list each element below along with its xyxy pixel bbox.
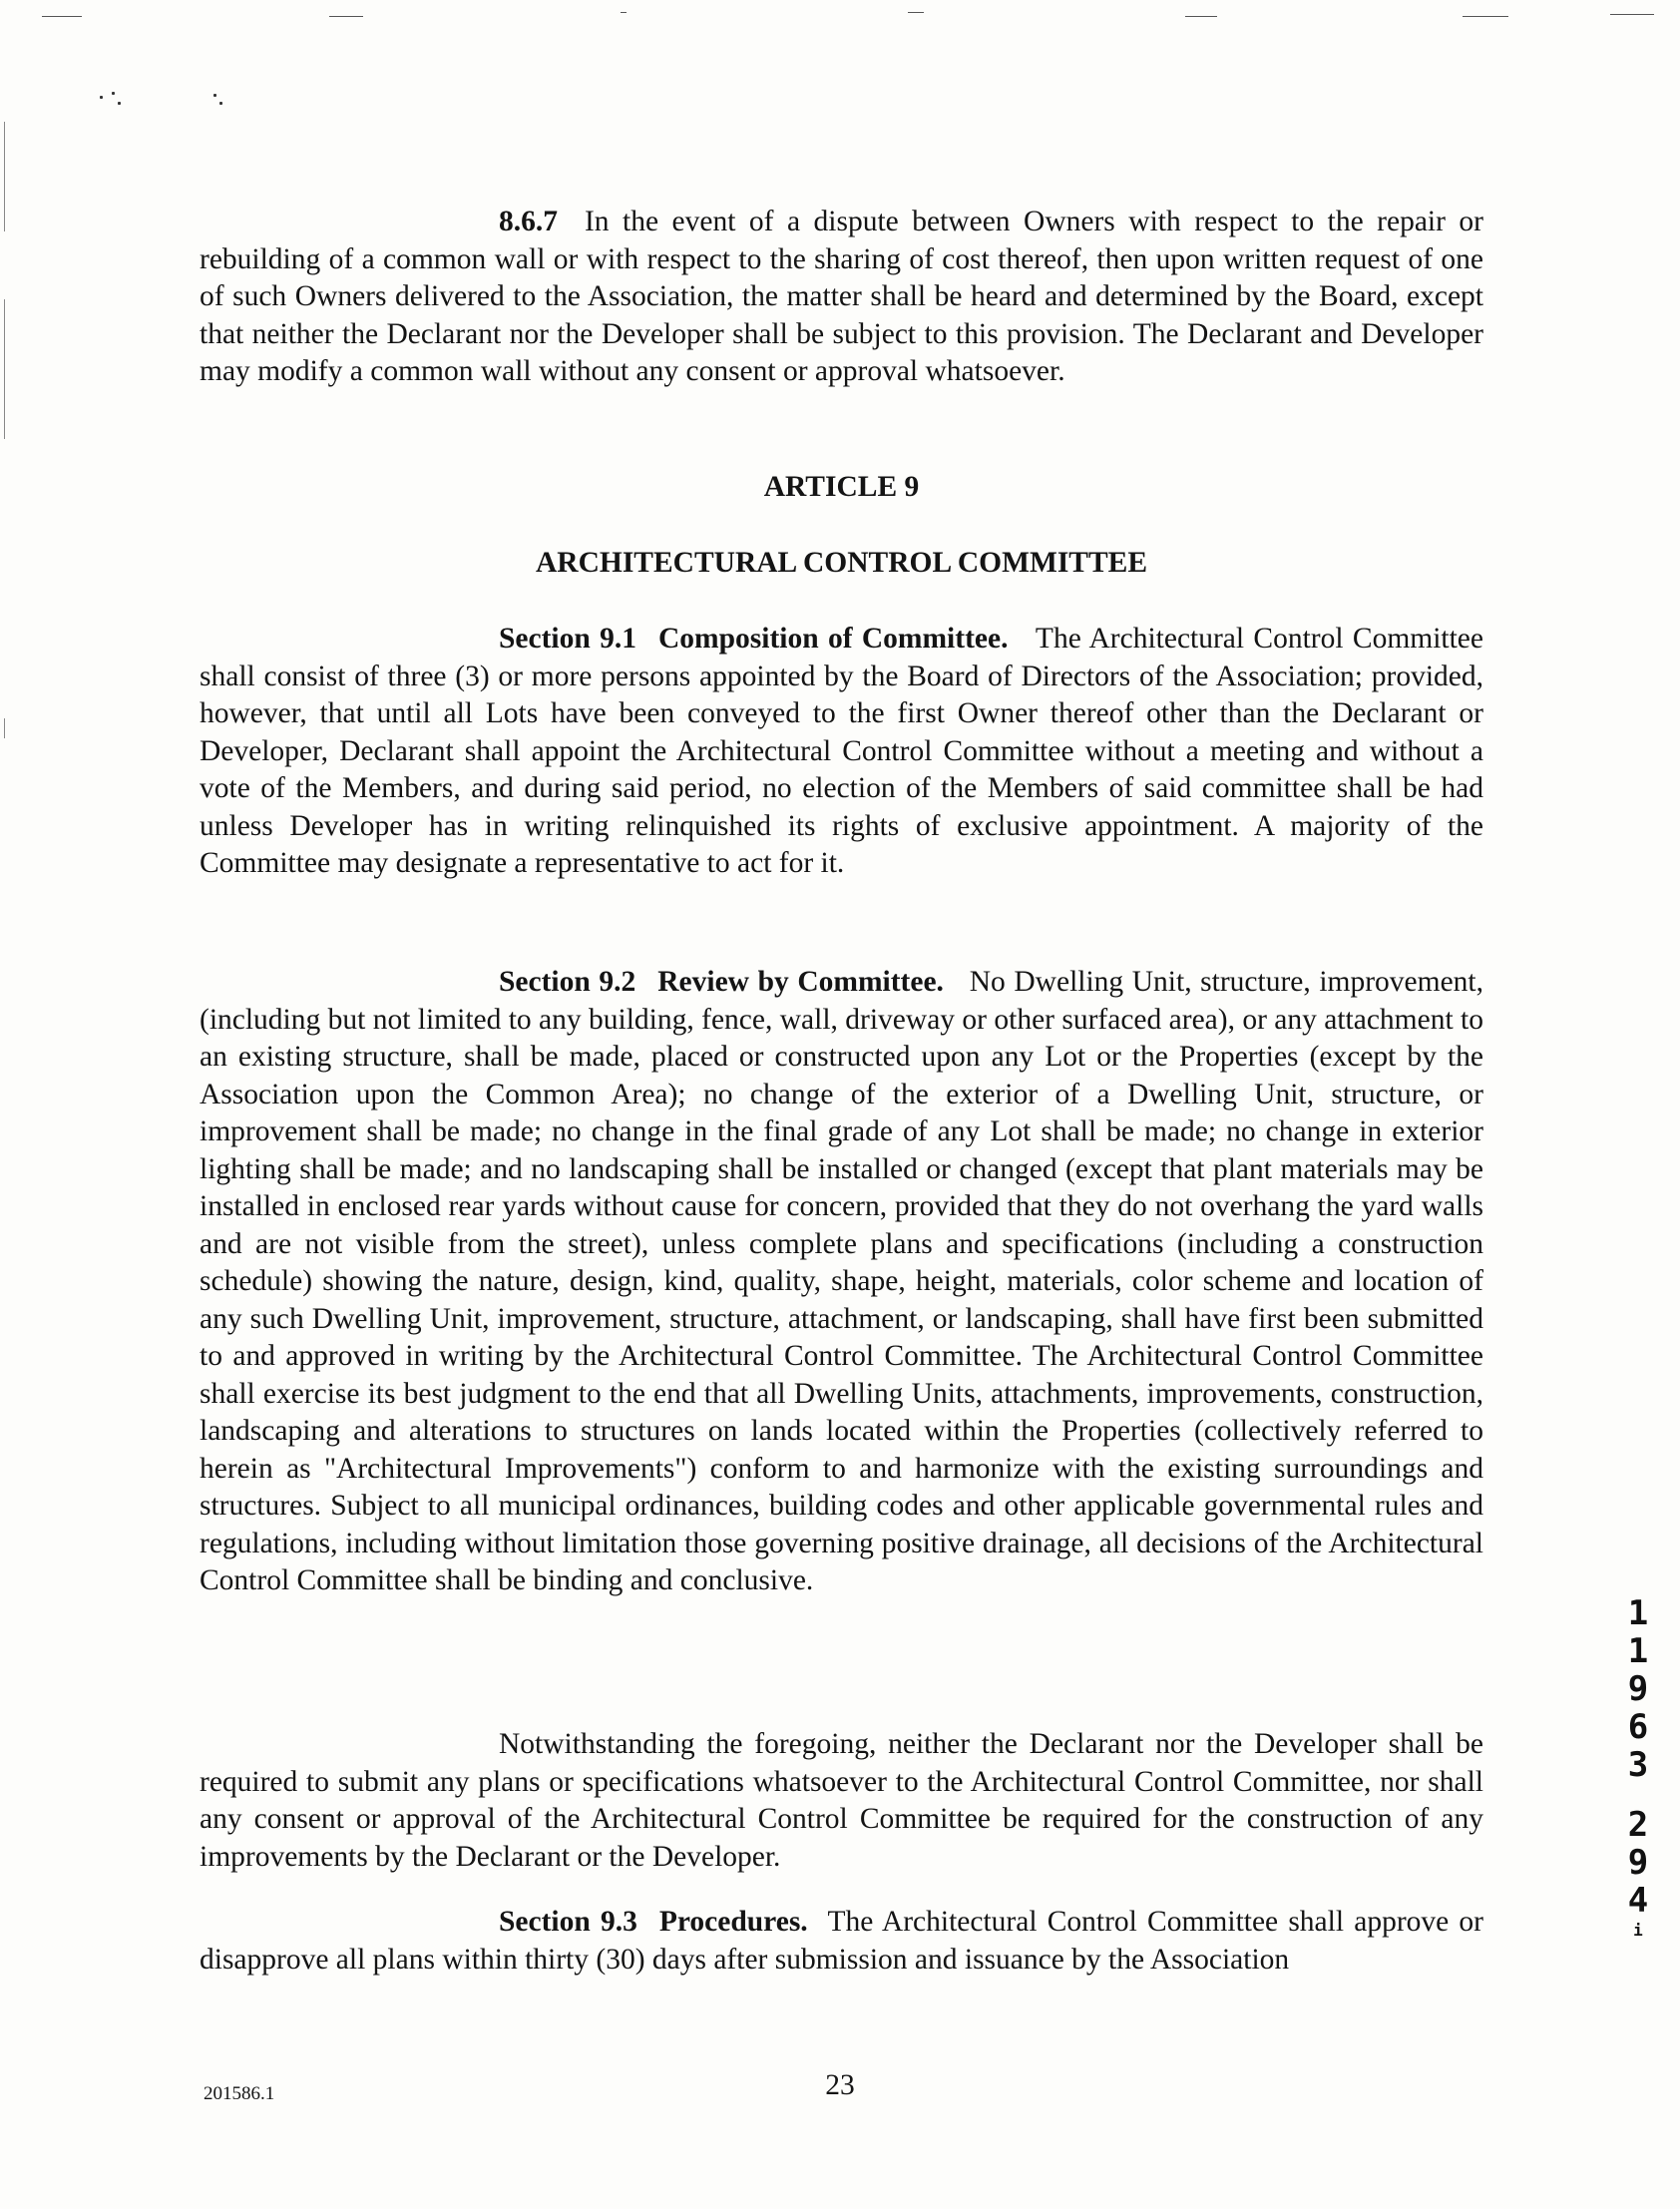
section-number: Section 9.3	[499, 1906, 637, 1938]
scan-artifact	[213, 94, 216, 97]
section-title: Composition of Committee.	[657, 623, 1009, 655]
article-number: ARTICLE 9	[763, 471, 920, 503]
recording-digit: 2	[1627, 1805, 1649, 1845]
scan-artifact	[329, 16, 363, 17]
scan-artifact	[4, 299, 5, 439]
scan-artifact	[42, 16, 82, 17]
paragraph-8-6-7	[200, 204, 1483, 391]
recording-digit: 3	[1627, 1745, 1649, 1785]
section-text: Notwithstanding the foregoing, neither the Declarant nor the Developer shall be required to submit any plans or specifications whatsoever to the Architectural Control Committee, nor shall any consent or approval of the Architectural Control Committee be required for the construction of any improvements by the Declarant or the Developer.	[200, 1728, 1483, 1873]
scan-artifact	[219, 102, 222, 105]
document-id: 201586.1	[204, 2083, 275, 2104]
section-9-2-continuation	[200, 1726, 1483, 1876]
scan-artifact	[4, 718, 5, 738]
recording-digit: 9	[1627, 1843, 1649, 1883]
section-number: Section 9.2	[499, 966, 636, 998]
section-9-2	[200, 964, 1483, 1600]
section-text: The Architectural Control Committee shall consist of three (3) or more persons appointed by the Board of Directors of the Association; provided, however, that until all Lots have been conveyed to the first Owner thereof other than the Declarant or Developer, Declarant shall appoint the Architectural Control Committee without a meeting and without a vote of the Members, and during said period, no election of the Members of said committee shall be had unless Developer has in writing relinquished its rights of exclusive appointment. A majority of the Committee may designate a representative to act for it.	[200, 623, 1483, 879]
scan-artifact	[1185, 16, 1217, 17]
scan-artifact	[118, 102, 121, 105]
recording-digit: 9	[1627, 1669, 1649, 1709]
section-number: Section 9.1	[499, 623, 636, 655]
section-9-3	[200, 1904, 1483, 1979]
scan-artifact	[4, 122, 5, 231]
paragraph-number: 8.6.7	[499, 206, 558, 237]
section-text: The Architectural Control Committee shall approve or disapprove all plans within thirty (30) days after submission and issuance by the Association	[200, 1906, 1483, 1976]
scan-artifact	[100, 96, 103, 99]
section-text: No Dwelling Unit, structure, improvement, (including but not limited to any building, fence, wall, driveway or other surfaced area), or any attachment to an existing structure, shall be made, placed or constructed upon any Lot or the Properties (except by the Association upon the Common Area); no change of the exterior of a Dwelling Unit, structure, or improvement shall be made; no change in the final grade of any Lot shall be made; no change in exterior lighting shall be made; and no landscaping shall be installed or changed (except that plant materials may be installed in enclosed rear yards without cause for concern, provided that they do not overhang the yard walls and are not visible from the street), unless complete plans and specifications (including a construction schedule) showing the nature, design, kind, quality, shape, height, materials, color scheme and location of any such Dwelling Unit, improvement, structure, attachment, or landscaping, shall have first been submitted to and approved in writing by the Architectural Control Committee. The Architectural Control Committee shall exercise its best judgment to the end that all Dwelling Units, attachments, improvements, construction, landscaping and alterations to structures on lands located within the Properties (collectively referred to herein as "Architectural Improvements") conform to and harmonize with the existing surroundings and structures. Subject to all municipal ordinances, building codes and other applicable governmental rules and regulations, including without limitation those governing positive drainage, all decisions of the Architectural Control Committee shall be binding and conclusive.	[200, 966, 1483, 1596]
recording-digit: 1	[1627, 1631, 1649, 1671]
article-title: ARCHITECTURAL CONTROL COMMITTEE	[535, 547, 1148, 579]
scan-artifact	[1463, 16, 1508, 17]
scan-artifact	[621, 12, 627, 13]
scan-artifact	[1610, 14, 1654, 15]
recording-digit: 4	[1627, 1881, 1649, 1921]
scan-artifact	[908, 12, 924, 13]
section-title: Review by Committee.	[657, 966, 944, 998]
scan-artifact	[112, 92, 115, 95]
section-9-1	[200, 621, 1483, 883]
section-title: Procedures.	[658, 1906, 808, 1938]
page-number: 23	[825, 2069, 855, 2101]
recording-digit: 6	[1627, 1707, 1649, 1747]
recording-digit: 1	[1627, 1593, 1649, 1633]
recording-number-stamp	[1618, 1594, 1658, 1942]
recording-trailing-mark: i	[1633, 1921, 1643, 1940]
paragraph-text: In the event of a dispute between Owners with respect to the repair or rebuilding of a common wall or with respect to the sharing of cost thereof, then upon written request of one of such Owners delivered to the Association, the matter shall be heard and determined by the Board, except that neither the Declarant nor the Developer shall be subject to this provision. The Declarant and Developer may modify a common wall without any consent or approval whatsoever.	[200, 206, 1483, 387]
recording-gap	[1618, 1784, 1658, 1806]
